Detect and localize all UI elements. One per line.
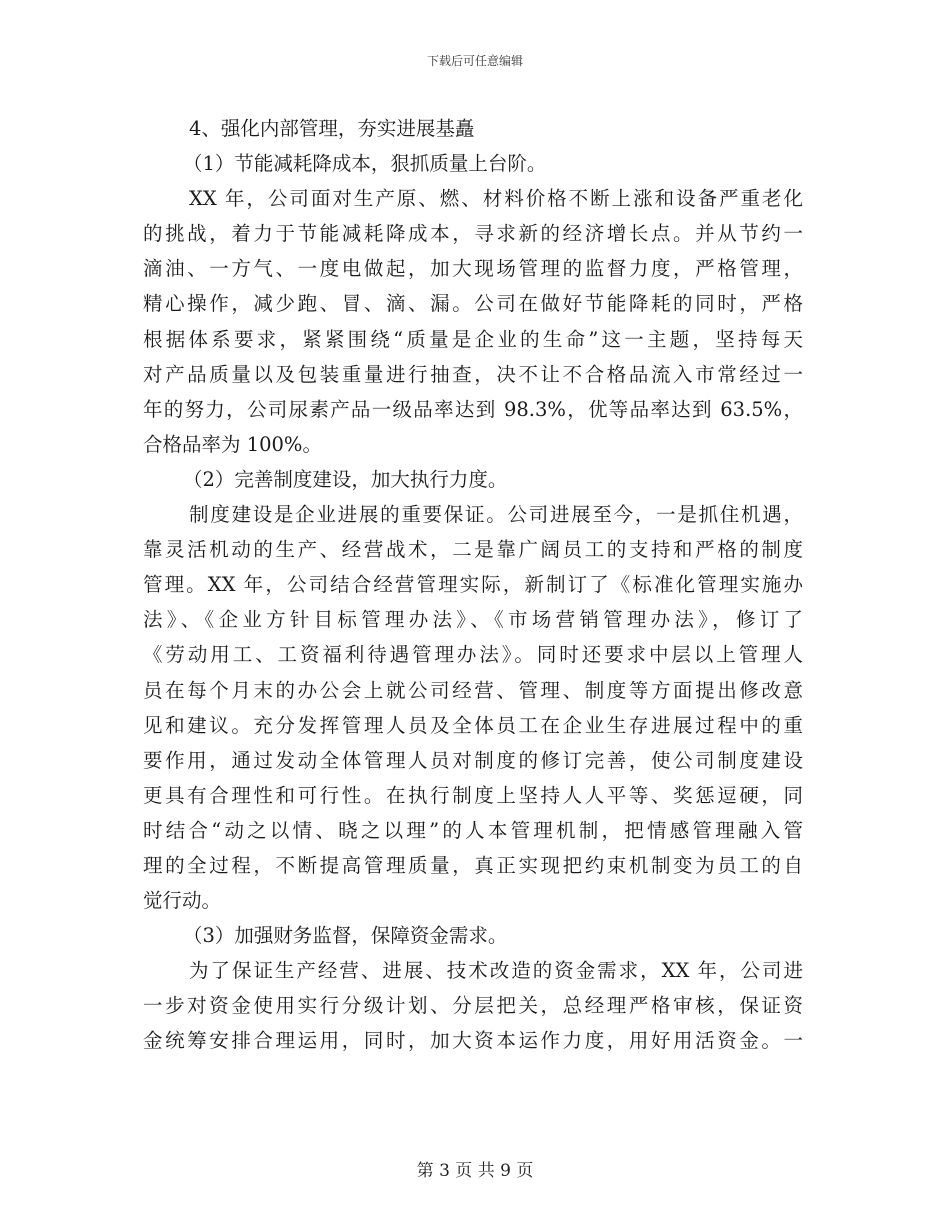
paragraph-line: 为了保证生产经营、进展、技术改造的资金需求，XX 年，公司进: [189, 959, 803, 983]
paragraph-line: 滴油、一方气、一度电做起，加大现场管理的监督力度，严格管理，: [143, 257, 803, 281]
paragraph-line: 理的全过程，不断提高管理质量，真正实现把约束机制变为员工的自: [143, 853, 803, 877]
section-heading: 4、强化内部管理，夯实进展基矗: [189, 117, 475, 140]
paragraph-line: 员在每个月末的办公会上就公司经营、管理、制度等方面提出修改意: [143, 678, 803, 702]
subsection-heading: （1）节能减耗降成本，狠抓质量上台阶。: [183, 152, 547, 176]
paragraph-line: 觉行动。: [143, 889, 222, 913]
paragraph-line: 对产品质量以及包装重量进行抽查，决不让不合格品流入市常经过一: [143, 362, 803, 386]
paragraph-line: 合格品率为 100%。: [143, 432, 322, 456]
paragraph-line: 的挑战，着力于节能减耗降成本，寻求新的经济增长点。并从节约一: [143, 222, 803, 246]
paragraph-line: 时结合“动之以情、晓之以理”的人本管理机制，把情感管理融入管: [143, 818, 803, 842]
document-body: [143, 111, 803, 1059]
paragraph-line: 见和建议。充分发挥管理人员及全体员工在企业生存进展过程中的重: [143, 713, 803, 737]
subsection-heading: （3）加强财务监督，保障资金需求。: [183, 924, 508, 948]
paragraph-line: 法》、《企业方针目标管理办法》、《市场营销管理办法》，修订了: [143, 608, 803, 632]
paragraph-line: 管理。XX 年，公司结合经营管理实际，新制订了《标准化管理实施办: [143, 573, 803, 597]
paragraph-line: 根据体系要求，紧紧围绕“质量是企业的生命”这一主题，坚持每天: [143, 327, 803, 351]
paragraph-line: 靠灵活机动的生产、经营战术，二是靠广阔员工的支持和严格的制度: [143, 538, 803, 562]
paragraph-line: 要作用，通过发动全体管理人员对制度的修订完善，使公司制度建设: [143, 748, 803, 772]
subsection-heading: （2）完善制度建设，加大执行力度。: [183, 467, 508, 491]
page-footer: 第 3 页 共 9 页: [416, 1161, 534, 1181]
paragraph-line: 金统筹安排合理运用，同时，加大资本运作力度，用好用活资金。一: [143, 1029, 803, 1053]
paragraph-line: 精心操作，减少跑、冒、滴、漏。公司在做好节能降耗的同时，严格: [143, 292, 803, 316]
paragraph-line: 制度建设是企业进展的重要保证。公司进展至今，一是抓住机遇，: [189, 503, 803, 527]
paragraph-line: 一步对资金使用实行分级计划、分层把关，总经理严格审核，保证资: [143, 994, 803, 1018]
paragraph-line: 更具有合理性和可行性。在执行制度上坚持人人平等、奖惩逗硬，同: [143, 783, 803, 807]
paragraph-line: XX 年，公司面对生产原、燃、材料价格不断上涨和设备严重老化: [189, 187, 803, 211]
paragraph-line: 《劳动用工、工资福利待遇管理办法》。同时还要求中层以上管理人: [143, 643, 803, 667]
page-header: 下载后可任意编辑: [426, 54, 523, 68]
paragraph-line: 年的努力，公司尿素产品一级品率达到 98.3%，优等品率达到 63.5%，: [143, 397, 803, 421]
